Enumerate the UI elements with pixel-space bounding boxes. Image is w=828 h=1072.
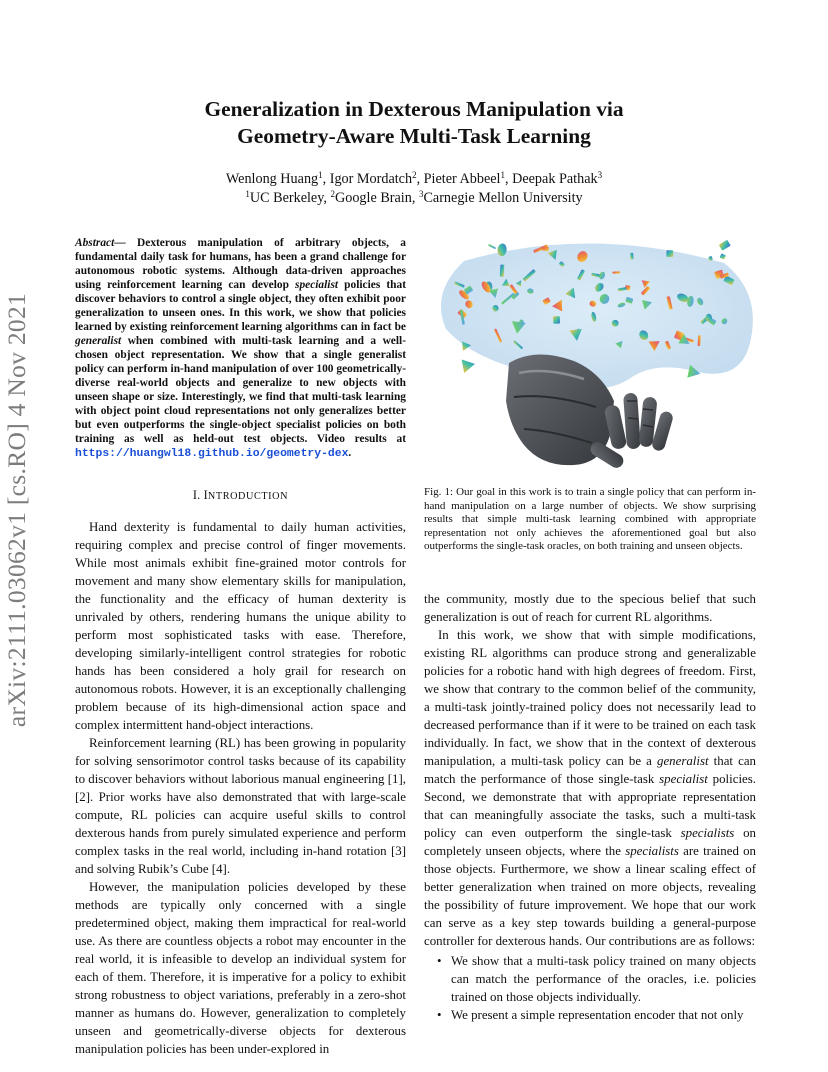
manipulated-object — [630, 253, 633, 260]
author: Igor Mordatch$^2$, — [329, 170, 424, 187]
figure-1-caption: Fig. 1: Our goal in this work is to train a single policy that can perform in-hand manipulation on a large number of objects. We show surprising results that simple multi-task learning combined with appropriate representation not only achieves the aforementioned goal but also outperforms the single-task oracles, on both training and unseen objects. — [424, 486, 756, 552]
manipulated-object — [462, 357, 477, 373]
abstract: Abstract— Dexterous manipulation of arbitrary objects, a fundamental daily task for humans, has been a grand challenge for autonomous robotic systems. Although data-driven approaches using reinforcement learning can develop specialist policies that discover behaviors to control a single object, they often exhibit poor generalization to unseen ones. In this work, we show that policies learned by existing reinforcement learning algorithms can in fact be generalist when combined with multi-task learning and a well-chosen object representation. We show that a single generalist policy can perform in-hand manipulation of over 100 geometrically-diverse real-world objects and generalize to new objects with unseen shape or size. Interestingly, we find that multi-task learning with object point cloud representations not only generalizes better but even outperforms the single-object specialist policies on both training as well as held-out test objects. Video results at https://huangwl18.github.io/geometry-dex. — [75, 237, 406, 460]
left-column — [75, 236, 406, 1058]
manipulated-object — [719, 240, 731, 251]
affiliation-list — [100, 189, 728, 208]
body-paragraph: Hand dexterity is fundamental to daily human activities, requiring complex and precise control of finger movements. While most animals exhibit fine-grained motor controls for movement and many show elementary skills for manipulation, the functionality and the efficacy of human dexterity is unrivaled by others, rendering humans the unique ability to perform most sophisticated tasks with ease. Therefore, developing similarly-intelligent control strategies for robotic hands has been considered a holy grail for research on autonomous robots. However, it is an exceptionally challenging problem because of its high-dimensional action space and complex intermittent hand-object interactions. — [75, 520, 406, 732]
author: Pieter Abbeel$^1$, — [423, 170, 513, 187]
contributions-list — [424, 952, 756, 1024]
figure-1-robot-hand-objects — [424, 233, 756, 481]
author-list — [100, 170, 728, 189]
author: Wenlong Huang$^1$, — [225, 170, 330, 187]
body-paragraph: In this work, we show that with simple modifications, existing RL algorithms can produce strong and generalizable policies for a robotic hand with high degrees of freedom. First, we show that contrary to the common belief of the community, a multi-task jointly-trained policy does not necessarily lead to decreased performance than if it were to be trained on each task individually. In fact, we show that in the context of dexterous manipulation, a multi-task policy can be a generalist that can match the performance of those single-task specialist policies. Second, we demonstrate that with appropriate representation that can meaningfully associate the tasks, such a multi-task policy can even outperform the single-task specialists on completely unseen objects, where the specialists are trained on those objects. Furthermore, we show a linear scaling effect of better generalization when trained on more objects, revealing the possibility of future improvement. We hope that our work can serve as a key step towards building a general-purpose controller for dexterous hands. Our contributions are as follows: — [424, 628, 757, 948]
body-paragraph: Reinforcement learning (RL) has been growing in popularity for solving sensorimotor control tasks because of its capability to discover behaviors without laborious manual engineering [1], [2]. Prior works have also demonstrated that with large-scale compute, RL policies can acquire useful skills to control dexterous hands from purely simulated experience and perform complex tasks in the real world, including in-hand rotation [3] and solving Rubik’s Cube [4]. — [75, 736, 406, 876]
manipulated-object — [553, 316, 560, 324]
abstract-label: Abstract — [75, 237, 115, 249]
robot-hand — [506, 354, 674, 470]
affiliation: $^1$UC Berkeley, — [245, 189, 331, 206]
list-item: • We present a simple representation encoder that not only — [437, 1008, 744, 1022]
video-results-link[interactable]: https://huangwl18.github.io/geometry-dex — [75, 448, 349, 460]
body-paragraph: the community, mostly due to the specious belief that such generalization is out of reach for current RL algorithms. — [424, 592, 756, 624]
section-heading: I. INTRODUCTION — [192, 488, 289, 502]
author: Deepak Pathak$^3$ — [512, 170, 603, 187]
title-line-2: Geometry-Aware Multi-Task Learning — [237, 124, 591, 148]
title-line-1: Generalization in Dexterous Manipulation via — [204, 97, 624, 121]
manipulated-object — [488, 244, 496, 249]
author-block — [100, 170, 728, 208]
manipulated-object — [720, 253, 726, 259]
manipulated-object — [500, 264, 505, 276]
body-paragraph: However, the manipulation policies developed by these methods are typically only concerned with a single predetermined object, making them impractical for real-world use. As there are countless objects a robot may encounter in the real world, it is infeasible to develop an individual system for each of them. Therefore, it is imperative for a policy to exhibit strong robustness to object variations, preferably in a zero-shot manner as humans do. However, generalization to completely unseen and geometrically-diverse objects for dexterous manipulation policies has been under-explored in — [75, 880, 406, 1056]
list-item: • We show that a multi-task policy trained on many objects can match the performance of the oracles, i.e. policies trained on those objects individually. — [437, 954, 756, 1004]
arxiv-identifier-text: arXiv:2111.03062v1 [cs.RO] 4 Nov 2021 — [2, 292, 31, 728]
affiliation: $^2$Google Brain, — [330, 189, 419, 206]
paper-title — [100, 96, 728, 150]
affiliation: $^3$Carnegie Mellon University — [418, 189, 583, 206]
right-column — [424, 590, 756, 1024]
manipulated-object — [666, 250, 673, 257]
manipulated-object — [612, 271, 620, 273]
